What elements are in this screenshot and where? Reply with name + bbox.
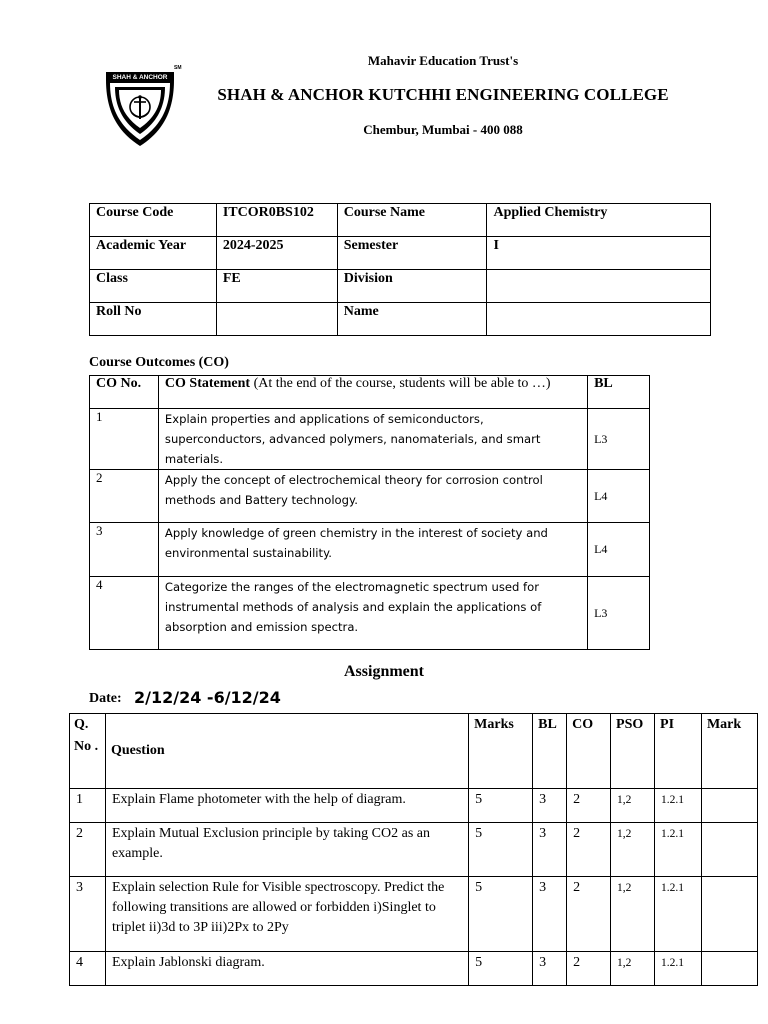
question-pi: 1.2.1 xyxy=(655,789,702,823)
logo-text: SHAH & ANCHOR xyxy=(112,74,168,81)
class-label: Class xyxy=(90,270,217,303)
table-row xyxy=(70,877,758,952)
name-label: Name xyxy=(337,303,487,336)
question-marks: 5 xyxy=(469,952,533,986)
semester-label: Semester xyxy=(337,237,487,270)
semester-value: I xyxy=(487,237,711,270)
co-number: 2 xyxy=(90,470,159,523)
co-number: 3 xyxy=(90,523,159,577)
pi-header: PI xyxy=(655,714,702,789)
question-mark-obtained[interactable] xyxy=(701,877,757,952)
co-bloom-level: L3 xyxy=(588,577,650,650)
question-pi: 1.2.1 xyxy=(655,877,702,952)
course-code-label: Course Code xyxy=(90,204,217,237)
question-co: 2 xyxy=(567,877,611,952)
question-marks: 5 xyxy=(469,877,533,952)
co-statement: Explain properties and applications of semiconductors, superconductors, advanced polymers, nanomaterials, and smart materials. xyxy=(158,409,587,470)
question-marks: 5 xyxy=(469,789,533,823)
pso-header: PSO xyxy=(611,714,655,789)
question-mark-obtained[interactable] xyxy=(701,823,757,877)
date-value: 2/12/24 -6/12/24 xyxy=(134,688,281,707)
table-row xyxy=(90,303,711,336)
question-text: Explain Flame photometer with the help of diagram. xyxy=(105,789,468,823)
co-section-title: Course Outcomes (CO) xyxy=(89,355,229,370)
question-number: 2 xyxy=(70,823,106,877)
question-bl: 3 xyxy=(533,789,567,823)
trust-name: Mahavir Education Trust's xyxy=(367,53,519,68)
co-bloom-level: L3 xyxy=(588,409,650,470)
question-text: Explain Jablonski diagram. xyxy=(105,952,468,986)
co-statement: Categorize the ranges of the electromagnetic spectrum used for instrumental methods of analysis and explain the applications of absorption and emission spectra. xyxy=(158,577,587,650)
question-text: Explain Mutual Exclusion principle by taking CO2 as an example. xyxy=(105,823,468,877)
co-header: CO xyxy=(567,714,611,789)
date-label: Date: xyxy=(89,691,122,706)
mark-header: Mark xyxy=(701,714,757,789)
division-value[interactable] xyxy=(487,270,711,303)
course-outcomes-table xyxy=(89,375,650,650)
question-number: 3 xyxy=(70,877,106,952)
qno-header: Q. No . xyxy=(70,714,106,789)
question-pso: 1,2 xyxy=(611,952,655,986)
name-value[interactable] xyxy=(487,303,711,336)
academic-year-label: Academic Year xyxy=(90,237,217,270)
table-row xyxy=(90,470,650,523)
table-row xyxy=(90,523,650,577)
marks-header: Marks xyxy=(469,714,533,789)
question-pso: 1,2 xyxy=(611,877,655,952)
table-header-row xyxy=(90,376,650,409)
table-row xyxy=(70,952,758,986)
table-row xyxy=(90,577,650,650)
course-name-value: Applied Chemistry xyxy=(487,204,711,237)
roll-no-label: Roll No xyxy=(90,303,217,336)
question-mark-obtained[interactable] xyxy=(701,952,757,986)
division-label: Division xyxy=(337,270,487,303)
question-pi: 1.2.1 xyxy=(655,952,702,986)
co-statement-header-note: (At the end of the course, students will be able to …) xyxy=(253,376,551,391)
question-bl: 3 xyxy=(533,952,567,986)
question-co: 2 xyxy=(567,952,611,986)
co-no-header: CO No. xyxy=(90,376,159,409)
co-statement: Apply the concept of electrochemical theory for corrosion control methods and Battery technology. xyxy=(158,470,587,523)
co-statement-header-label: CO Statement xyxy=(164,376,251,391)
question-pi: 1.2.1 xyxy=(655,823,702,877)
course-name-label: Course Name xyxy=(337,204,487,237)
question-text: Explain selection Rule for Visible spectroscopy. Predict the following transitions are allowed or forbidden i)Singlet to triplet ii)3d to 3P iii)2Px to 2Py xyxy=(105,877,468,952)
college-name: SHAH & ANCHOR KUTCHHI ENGINEERING COLLEGE xyxy=(217,85,669,104)
co-number: 1 xyxy=(90,409,159,470)
co-number: 4 xyxy=(90,577,159,650)
course-code-value: ITCOR0BS102 xyxy=(216,204,337,237)
table-row xyxy=(90,204,711,237)
question-number: 1 xyxy=(70,789,106,823)
co-statement-header xyxy=(158,376,587,409)
question-pso: 1,2 xyxy=(611,823,655,877)
questions-table xyxy=(69,713,758,986)
co-bloom-level: L4 xyxy=(588,523,650,577)
co-bloom-level: L4 xyxy=(588,470,650,523)
table-row xyxy=(90,270,711,303)
question-mark-obtained[interactable] xyxy=(701,789,757,823)
academic-year-value: 2024-2025 xyxy=(216,237,337,270)
question-pso: 1,2 xyxy=(611,789,655,823)
table-row xyxy=(70,789,758,823)
bl-header: BL xyxy=(533,714,567,789)
class-value: FE xyxy=(216,270,337,303)
co-statement: Apply knowledge of green chemistry in the interest of society and environmental sustainability. xyxy=(158,523,587,577)
question-bl: 3 xyxy=(533,877,567,952)
roll-no-value[interactable] xyxy=(216,303,337,336)
table-row xyxy=(70,823,758,877)
table-header-row xyxy=(70,714,758,789)
question-co: 2 xyxy=(567,823,611,877)
question-header: Question xyxy=(105,714,468,789)
co-bl-header: BL xyxy=(588,376,650,409)
course-info-table xyxy=(89,203,711,336)
question-number: 4 xyxy=(70,952,106,986)
logo-mark: SM xyxy=(174,65,182,71)
question-marks: 5 xyxy=(469,823,533,877)
assignment-title: Assignment xyxy=(343,663,424,680)
college-address: Chembur, Mumbai - 400 088 xyxy=(363,122,523,137)
question-co: 2 xyxy=(567,789,611,823)
question-bl: 3 xyxy=(533,823,567,877)
table-row xyxy=(90,409,650,470)
table-row xyxy=(90,237,711,270)
